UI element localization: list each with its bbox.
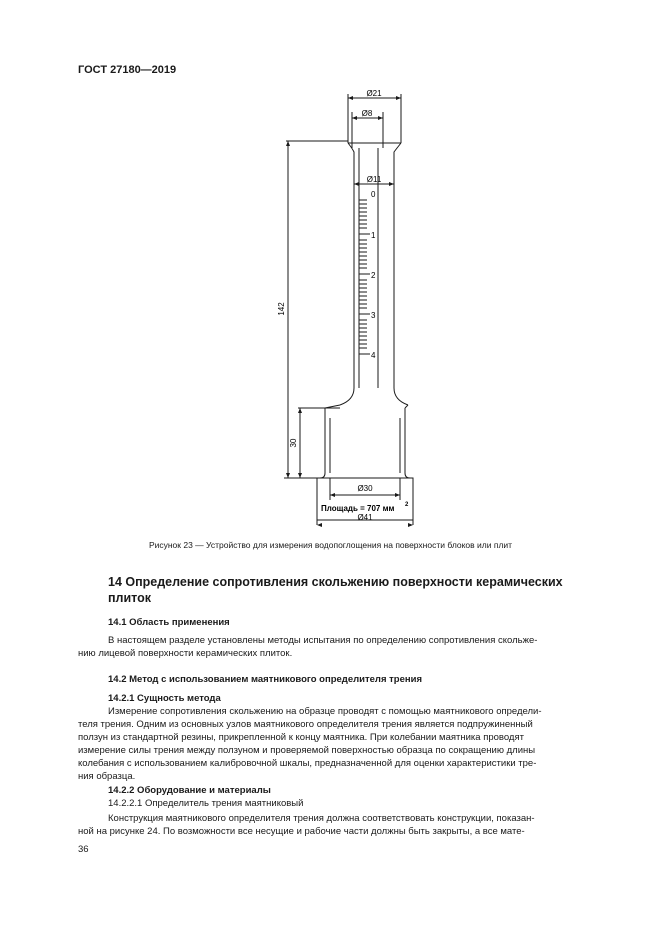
dim-label-d30: Ø30	[357, 484, 373, 493]
dim-label-d21: Ø21	[366, 89, 382, 98]
dim-label-d8: Ø8	[361, 109, 373, 118]
dim-label-142: 142	[277, 302, 286, 316]
area-superscript: 2	[405, 502, 409, 508]
section-14-title: 14 Определение сопротивления скольжению поверхности керамических плиток	[108, 575, 563, 605]
document-header: ГОСТ 27180—2019	[78, 64, 177, 76]
scale-label-0: 0	[371, 190, 376, 199]
section-14-2-heading: 14.2 Метод с использованием маятникового определителя трения	[108, 674, 423, 685]
scale-label-4: 4	[371, 351, 376, 360]
dim-label-d41: Ø41	[357, 513, 373, 522]
page-number: 36	[78, 844, 89, 855]
section-14-2-2-1-text: Конструкция маятникового определителя трения должна соответствовать конструкции, показан- ной на рисунке 24. По возможности все несущие и рабочие части должны быть закрыты, а все мате-	[78, 813, 535, 837]
scale-label-3: 3	[371, 311, 376, 320]
area-label: Площадь = 707 мм	[321, 504, 395, 513]
dim-label-30: 30	[289, 438, 298, 448]
figure-23	[270, 88, 430, 530]
figure-caption: Рисунок 23 — Устройство для измерения водопоглощения на поверхности блоков или плит	[148, 540, 513, 550]
section-14-2-1-text: Измерение сопротивления скольжению на образце проводят с помощью маятникового определи- теля трения. Одним из основных узлов маятникового определителя трения является подпружиненный ползун из стандартной резины, прикрепленной к концу маятника. При колебании маятника проводят измерение силы трения между ползуном и проверяемой поверхностью образца по сокращению длины колебания с использованием калибровочной шкалы, предназначенной для оценки характеристики тре- ния образца.	[78, 706, 542, 782]
section-14-2-2-heading: 14.2.2 Оборудование и материалы	[108, 785, 271, 796]
dim-label-d11: Ø11	[366, 175, 382, 184]
section-14-1-text: В настоящем разделе установлены методы испытания по определению сопротивления скольже- нию лицевой поверхности керамических плиток.	[78, 635, 538, 659]
section-14-1-heading: 14.1 Область применения	[108, 617, 230, 628]
scale-label-1: 1	[371, 231, 376, 240]
scale-label-2: 2	[371, 271, 376, 280]
section-14-2-1-heading: 14.2.1 Сущность метода	[108, 693, 221, 704]
water-absorption-device-drawing	[270, 88, 430, 530]
section-14-2-2-1-heading: 14.2.2.1 Определитель трения маятниковый	[108, 798, 304, 809]
